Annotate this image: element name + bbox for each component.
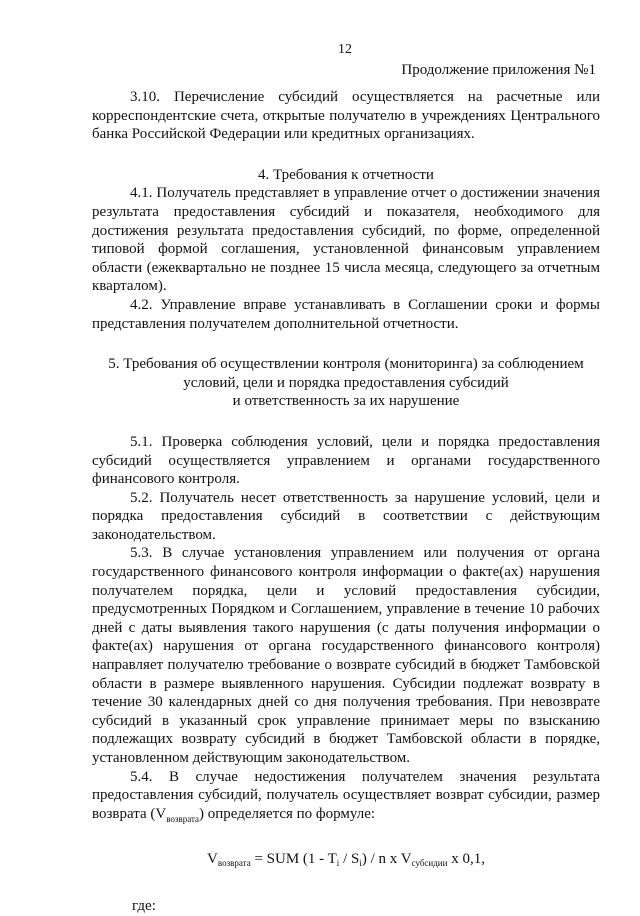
paragraph-5-4-subscript: возврата [166,813,200,824]
section-5-heading [92,355,600,411]
spacer [92,333,600,355]
refund-formula [92,850,600,873]
section-5-heading-line-1: 5. Требования об осуществлении контроля (мониторинга) за соблюдением [108,356,584,373]
paragraph-3-10: 3.10. Перечисление субсидий осуществляется на расчетные или корреспондентские счета, открытые получателю в учреждениях Центрального банка Российской Федерации или кредитных организациях. [92,89,600,143]
formula-t-index: i [336,858,340,869]
paragraph-5-3: 5.3. В случае установления управлением или получения от органа государственного финансового контроля информации о факте(ах) нарушения получателем порядка, цели и условий предоставления субсидии, предусмотренных Порядком и Соглашением, управление в течение 10 рабочих дней с даты выявления такого нарушения (с даты получения информации о факте(ах) нарушения от органа государственного финансового контроля) направляет получателю требование о возврате субсидий в бюджет Тамбовской области в размере выявленного нарушения. Субсидии подлежат возврату в течение 30 календарных дней со дня получения требования. При невозврате субсидий в указанный срок управление принимает меры по взысканию подлежащих возврату субсидий в бюджет Тамбовской области в порядке, установленном действующим законодательством. [92,545,600,766]
document-body [92,88,600,916]
formula-sum-part: = SUM (1 - T [250,851,337,868]
paragraph-5-1: 5.1. Проверка соблюдения условий, цели и порядка предоставления субсидий осуществляется управлением и органами государственного финансового контроля. [92,433,600,488]
paragraph-5-4-text: 5.4. В случае недостижения получателем значения результата предоставления субсидий, получатель осуществляет возврат субсидии, размер возврата (V [92,768,600,822]
formula-division: / S [339,851,360,868]
appendix-continuation-label: Продолжение приложения №1 [401,62,596,78]
paragraph-5-4-tail: ) определяется по формуле: [199,805,376,822]
page-number: 12 [338,42,352,57]
formula-subsidy-subscript: субсидии [411,858,448,869]
paragraph-4-1: 4.1. Получатель представляет в управление отчет о достижении значения результата предоставления субсидий и показателя, необходимого для достижения результата предоставления субсидий, по форме, определенной типовой формой соглашения, установленной финансовым управлением области (ежеквартально не позднее 15 числа месяца, следующего за отчетным кварталом). [92,185,600,295]
section-5-heading-line-2: условий, цели и порядка предоставления субсидий [183,374,509,391]
formula-tail: ) / n x V [361,851,412,868]
spacer [92,411,600,433]
section-5-heading-line-3: и ответственность за их нарушение [232,393,460,410]
formula-v-subscript: возврата [217,858,251,869]
formula-s-index: i [359,858,362,869]
paragraph-5-2: 5.2. Получатель несет ответственность за нарушение условий, цели и порядка предоставления субсидий в соответствии с действующим законодательством. [92,489,600,543]
paragraph-5-4 [92,768,600,829]
spacer [92,144,600,166]
formula-v: V [207,851,218,868]
where-label: где: [132,897,156,914]
paragraph-4-2: 4.2. Управление вправе устанавливать в Соглашении сроки и формы представления получателем дополнительной отчетности. [92,296,600,332]
formula-end: x 0,1, [447,851,485,868]
section-4-heading: 4. Требования к отчетности [258,166,434,183]
